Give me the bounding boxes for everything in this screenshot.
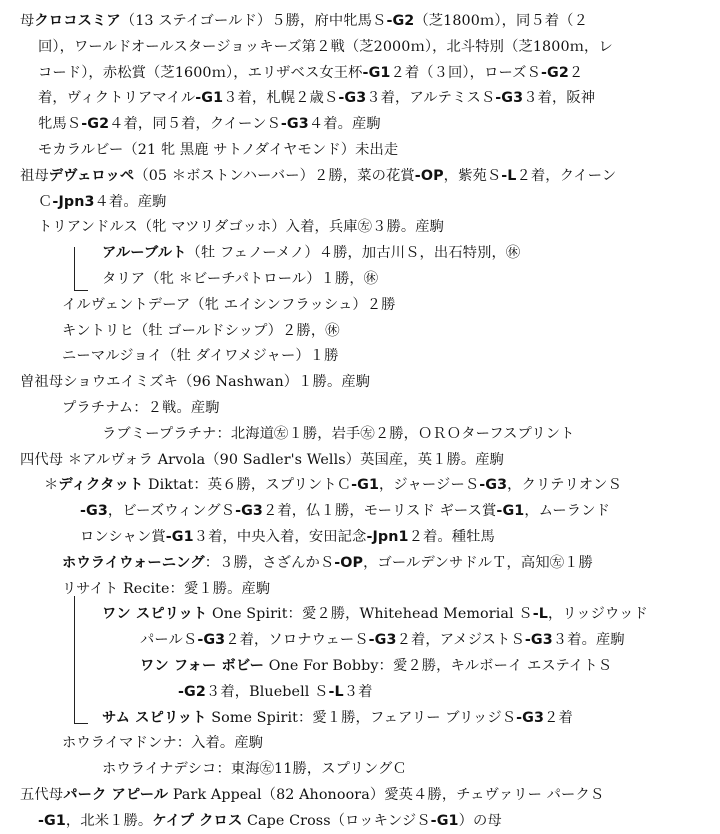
text-segment: トリアンドルス（牝 マツリダゴッホ）入着，兵庫㊧３勝。産駒 [38, 219, 445, 236]
text-line [0, 85, 720, 111]
horse-name-bold: -G3 [524, 632, 553, 649]
horse-name-bold: -G2 [540, 64, 569, 81]
text-segment: 曽祖母ショウエイミズキ（96 Nashwan）１勝。産駒 [20, 374, 371, 391]
text-segment: ３着，阪神 [523, 90, 596, 107]
horse-name-bold: ワン フォー ボビー [140, 658, 265, 674]
horse-name-bold: -L [328, 683, 344, 700]
horse-name-bold: -G1 [195, 90, 224, 107]
text-line [0, 34, 720, 60]
horse-name-bold: アルーブルト [102, 245, 187, 262]
text-line [0, 421, 720, 447]
horse-name-bold: -L [532, 606, 548, 623]
horse-name-bold: -G3 [197, 632, 226, 649]
text-segment: パールＳ [140, 632, 198, 649]
text-line [0, 137, 720, 163]
horse-name-bold: -L [501, 167, 517, 184]
text-segment: ３着，Bluebell Ｓ [205, 683, 329, 700]
text-segment: イルヴェントデーア（牝 エイシンフラッシュ）２勝 [62, 296, 396, 313]
text-segment: ４着。産駒 [94, 193, 167, 210]
text-line [0, 524, 720, 550]
text-segment: タリア（牝 ＊ビーチパトロール）１勝，㊡ [102, 271, 379, 287]
horse-name-bold: -G3 [368, 632, 397, 649]
text-segment: ：３勝，さざんかＳ [204, 554, 335, 571]
text-segment: ４着。産駒 [308, 116, 381, 133]
text-segment: プラチナム：２戦。産駒 [62, 400, 220, 416]
text-segment: ロンシャン賞 [80, 529, 166, 545]
horse-name-bold: -Jpn1 [366, 529, 409, 545]
text-segment: ，ビーズウィングＳ [107, 503, 236, 520]
horse-name-bold: -G1 [351, 477, 380, 494]
text-segment: ，紫苑Ｓ [443, 167, 502, 184]
horse-name-bold: -G1 [38, 812, 66, 829]
text-segment: ）の母 [458, 812, 502, 829]
text-segment: ３着 [343, 683, 373, 700]
horse-name-bold: ディクタット [58, 477, 144, 494]
text-segment: リサイト Recite：愛１勝。産駒 [62, 580, 271, 597]
text-line [0, 60, 720, 86]
text-line [0, 653, 720, 679]
text-segment: ３着。産駒 [552, 632, 625, 649]
horse-name-bold: -G3 [80, 503, 108, 520]
text-segment: ，北米１勝。 [65, 812, 153, 829]
text-segment: ２着，ソロナウェーＳ [225, 632, 369, 649]
text-segment: ，ムーランド [524, 503, 610, 520]
text-segment: ３着，札幌２歳Ｓ [223, 90, 339, 107]
text-line [0, 318, 720, 344]
text-segment: ２着（３回），ローズＳ [390, 64, 541, 81]
text-segment: ２着 [544, 709, 573, 726]
text-segment: ，ジャージーＳ [379, 477, 480, 494]
text-segment: （05 ＊ボストンハーバー）２勝，菜の花賞 [134, 167, 415, 184]
text-line [0, 369, 720, 395]
text-segment: 着，ヴィクトリアマイル [38, 90, 196, 107]
horse-name-bold: デヴェロッペ [48, 167, 135, 184]
text-segment: 祖母 [20, 167, 49, 184]
horse-name-bold: -G1 [496, 503, 525, 520]
text-segment: ３着，中央入着，安田記念 [193, 529, 367, 545]
text-segment: 五代母 [20, 787, 64, 803]
horse-name-bold: ワン スピリット [102, 606, 208, 623]
text-line [0, 782, 720, 808]
text-segment: Diktat：英６勝，スプリントＣ [143, 477, 352, 494]
horse-name-bold: -G1 [430, 812, 459, 829]
text-segment: ホウライマドンナ：入着。産駒 [62, 735, 264, 752]
horse-name-bold: -G2 [178, 683, 206, 700]
text-line [0, 447, 720, 473]
text-segment: ，クリテリオンＳ [507, 477, 622, 494]
text-line [0, 163, 720, 189]
horse-name-bold: パーク アピール [63, 787, 169, 803]
horse-name-bold: -G1 [362, 64, 391, 81]
horse-name-bold: -G2 [81, 116, 110, 133]
text-line [0, 576, 720, 602]
text-segment: ３着，アルテミスＳ [366, 90, 496, 107]
horse-name-bold: -G3 [235, 503, 263, 520]
text-segment: 母 [20, 13, 35, 29]
text-segment: コード），赤松賞（芝1600ｍ），エリザベス女王杯 [38, 64, 363, 81]
text-line [0, 472, 720, 498]
text-segment: ニーマルジョイ（牡 ダイワメジャー）１勝 [62, 348, 339, 365]
text-segment: （芝1800ｍ），同５着（２ [414, 13, 588, 29]
horse-name-bold: -OP [414, 167, 444, 184]
horse-name-bold: -OP [334, 554, 364, 571]
text-line [0, 679, 720, 705]
text-line [0, 730, 720, 756]
text-line [0, 395, 720, 421]
horse-name-bold: -G3 [495, 90, 524, 107]
text-line [0, 705, 720, 731]
text-segment: 回），ワールドオールスタージョッキーズ第２戦（芝2000ｍ），北斗特別（芝1800ｍ，レ [38, 38, 613, 55]
text-segment: ，リッジウッド [547, 606, 648, 623]
text-segment: One Spirit：愛２勝，Whitehead Memorial Ｓ [207, 606, 533, 623]
text-segment: ＊ [44, 477, 59, 494]
text-segment: ラブミープラチナ：北海道㊧１勝，岩手㊧２勝，ＯＲＯターフスプリント [102, 425, 575, 442]
text-segment: Cape Cross（ロッキンジＳ [242, 812, 431, 829]
text-line [0, 214, 720, 240]
text-segment: モカラルビー（21 牝 黒鹿 サトノダイヤモンド）未出走 [38, 142, 399, 158]
text-line [0, 756, 720, 782]
text-line [0, 808, 720, 834]
text-segment: 牝馬Ｓ [38, 116, 82, 133]
horse-name-bold: -G3 [516, 709, 545, 726]
text-segment: One For Bobby：愛２勝，キルボーイ エステイトＳ [264, 658, 613, 674]
text-line [0, 343, 720, 369]
horse-name-bold: クロコスミア [34, 13, 121, 29]
horse-name-bold: ホウライウォーニング [62, 554, 205, 571]
text-segment: （13 ステイゴールド）５勝，府中牝馬Ｓ [120, 13, 387, 29]
text-segment: ２着，クイーン [516, 167, 617, 184]
horse-name-bold: ケイプ クロス [152, 812, 243, 829]
text-line [0, 550, 720, 576]
text-segment: ２着。種牡馬 [408, 529, 495, 545]
text-line [0, 240, 720, 266]
text-segment: キントリヒ（牡 ゴールドシップ）２勝，㊡ [62, 322, 340, 339]
text-segment: Ｃ [38, 193, 53, 210]
text-segment: （牡 フェノーメノ）４勝，加古川Ｓ，出石特別，㊡ [186, 245, 521, 262]
text-segment: ２ [568, 64, 584, 81]
horse-name-bold: サム スピリット [102, 709, 207, 726]
text-line [0, 601, 720, 627]
horse-name-bold: -G2 [386, 13, 415, 29]
text-line [0, 189, 720, 215]
text-segment: ホウライナデシコ：東海㊧11勝，スプリングＣ [102, 761, 407, 778]
horse-name-bold: -G1 [165, 529, 194, 545]
text-line [0, 8, 720, 34]
text-segment: Some Spirit：愛１勝，フェアリー ブリッジＳ [206, 709, 517, 726]
text-segment: Park Appeal（82 Ahonoora）愛英４勝，チェヴァリー パークＳ [168, 787, 605, 803]
text-segment: 四代母 ＊アルヴォラ Arvola（90 Sadler's Wells）英国産，英１勝。産駒 [20, 451, 505, 468]
text-line [0, 266, 720, 292]
horse-name-bold: -G3 [280, 116, 309, 133]
text-line [0, 292, 720, 318]
horse-name-bold: -G3 [338, 90, 367, 107]
text-segment: ，ゴールデンサドルＴ，高知㊧１勝 [363, 554, 593, 571]
text-line [0, 627, 720, 653]
text-segment: ２着，仏１勝，モーリスド ギース賞 [262, 503, 497, 520]
horse-name-bold: -G3 [479, 477, 508, 494]
text-segment: ２着，アメジストＳ [396, 632, 525, 649]
text-line [0, 498, 720, 524]
text-segment: ４着，同５着，クイーンＳ [109, 116, 281, 133]
horse-name-bold: -Jpn3 [52, 193, 95, 210]
text-line [0, 111, 720, 137]
